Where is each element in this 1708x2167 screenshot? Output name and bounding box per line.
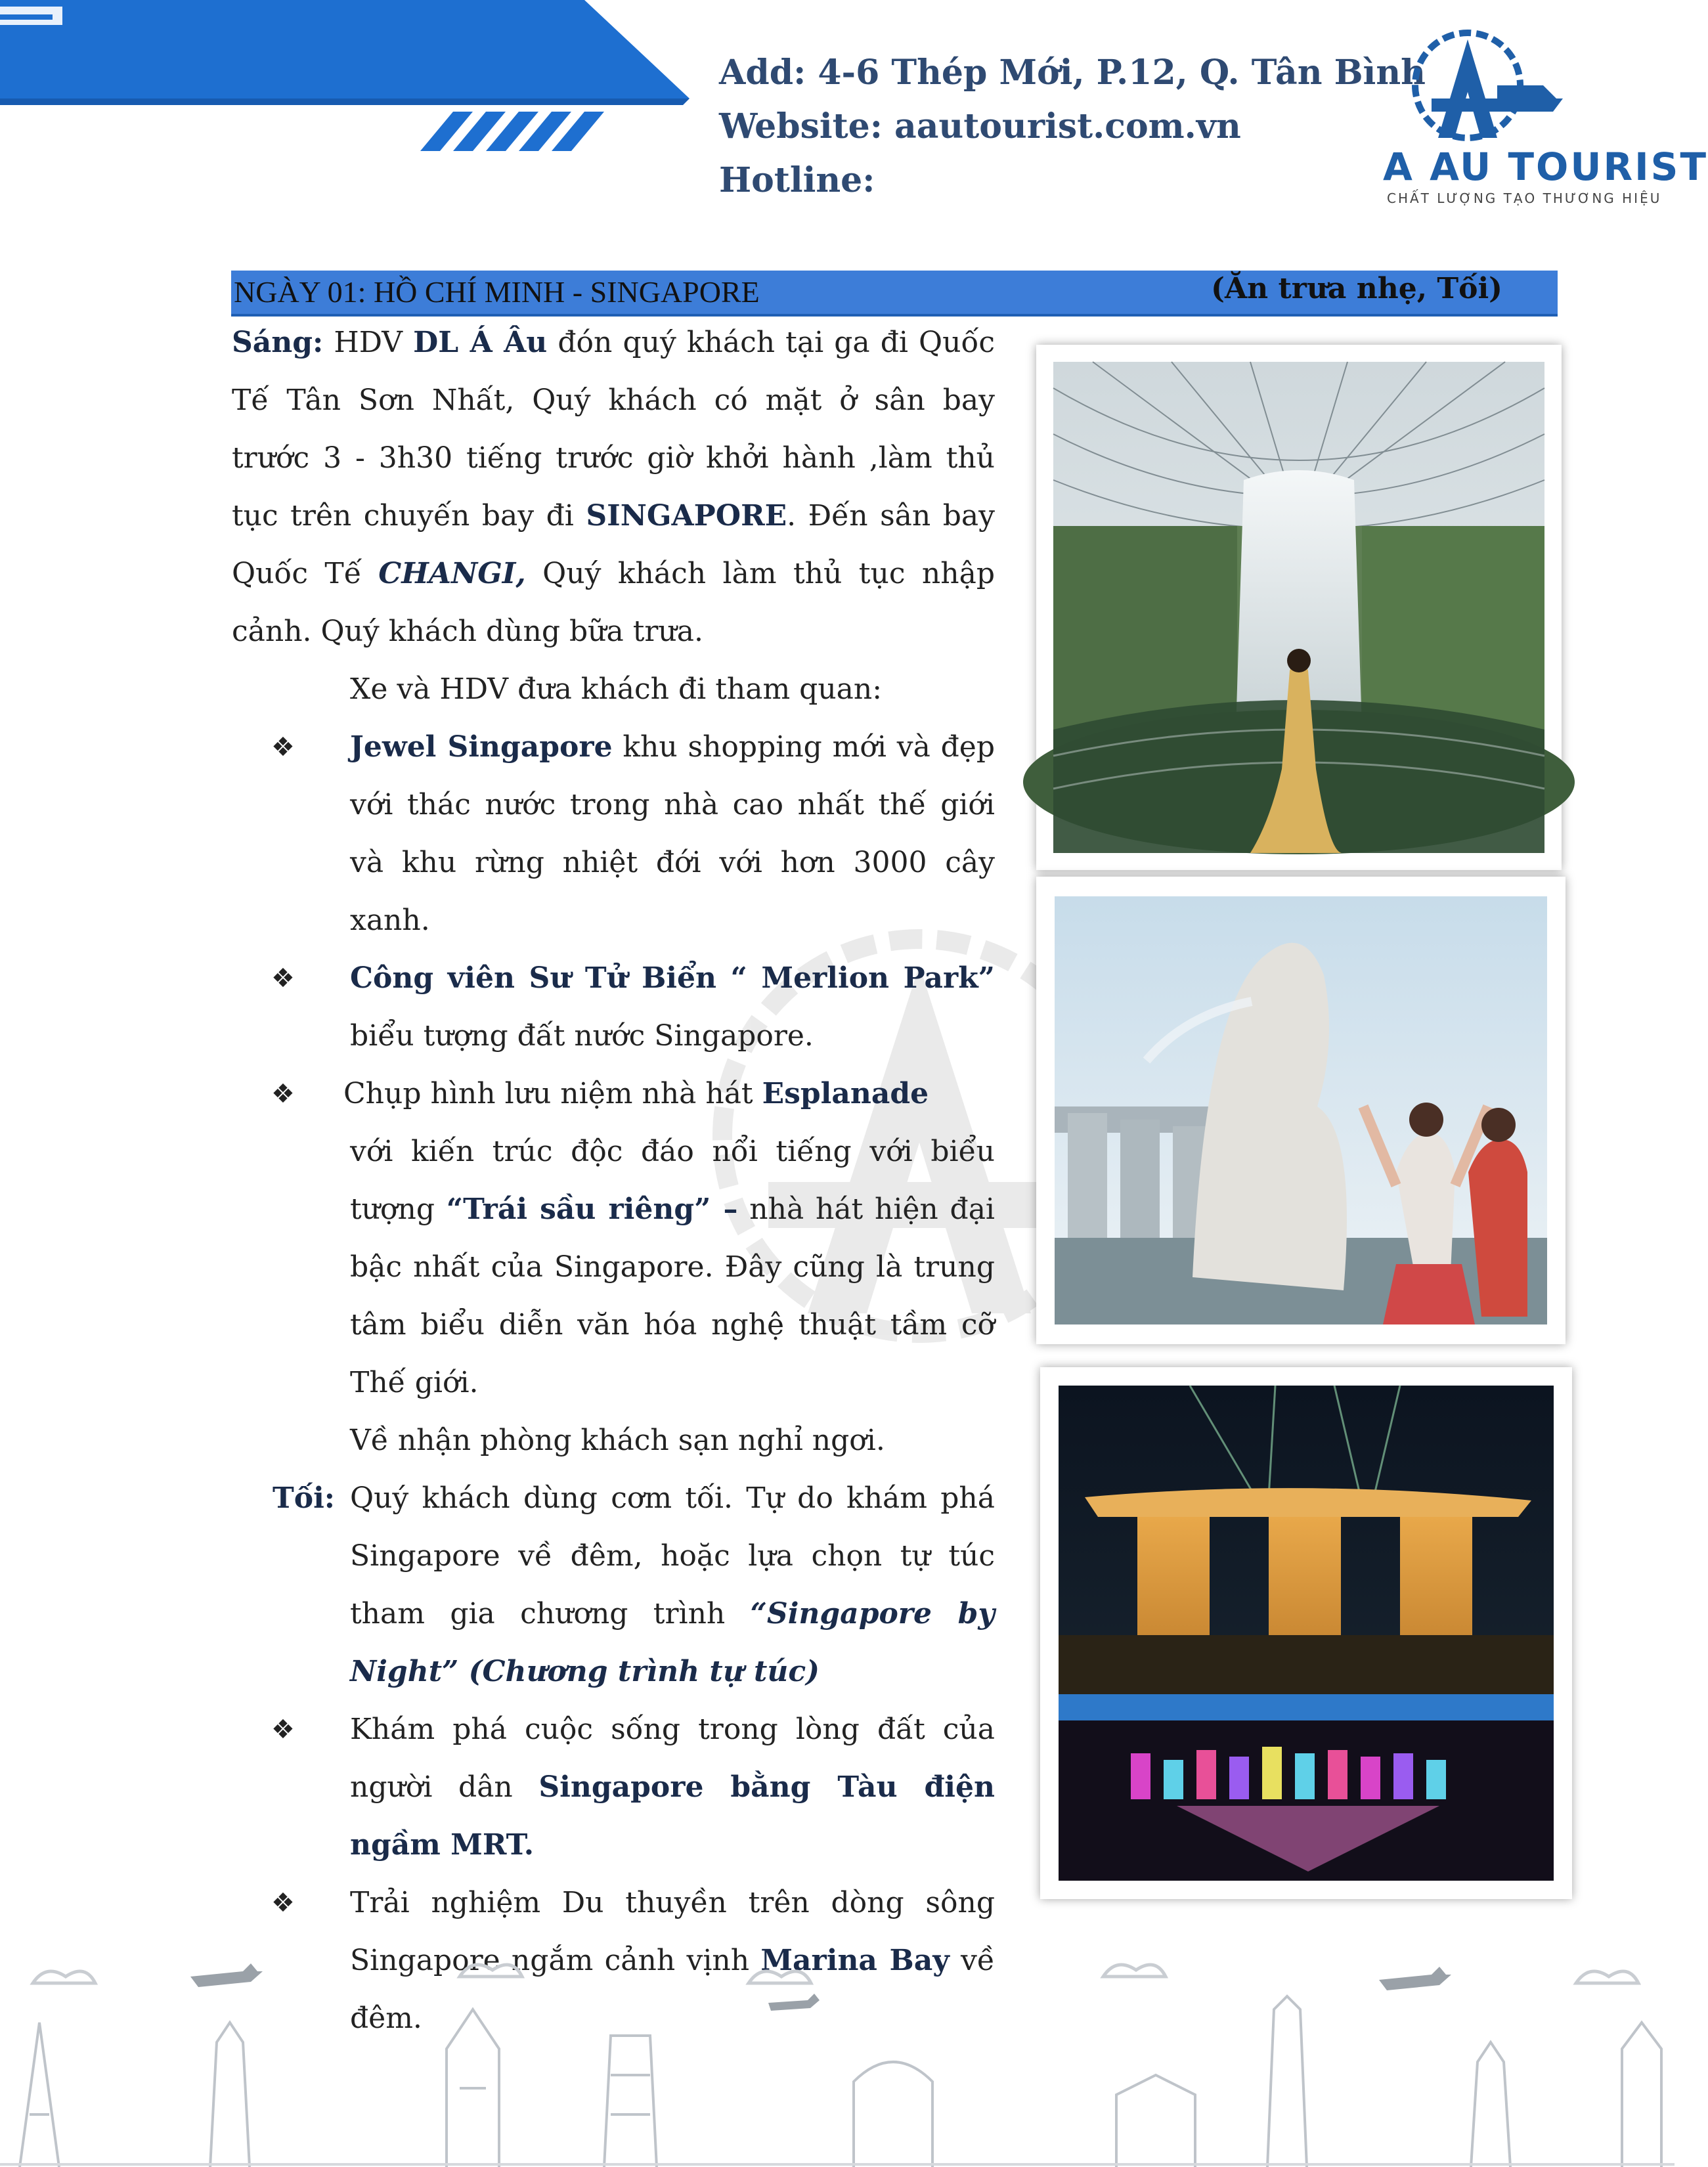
bullet-esplanade-bold: Esplanade [762,1077,929,1110]
morning-paragraph [232,314,995,661]
morning-text-3: . Đến sân bay Quốc Tế [232,499,995,590]
logo-tagline: CHẤT LƯỢNG TẠO THƯƠNG HIỆU [1387,190,1662,206]
bullet-diamond-icon: ❖ [271,1888,295,1918]
photo-jewel-waterfall [1036,345,1562,870]
day-title: NGÀY 01: HỒ CHÍ MINH - SINGAPORE [234,275,760,309]
evening-program: “Singapore by Night” (Chương trình tự túc) [350,1597,995,1688]
evening-label: Tối: [273,1481,336,1515]
bullet-mrt-text: Khám phá cuộc sống trong lòng đất của người dân [350,1713,995,1804]
esplanade-text-b: nhà hát hiện đại bậc nhất của Singapore. Đây cũng là trung tâm biểu diễn văn hóa nghệ thuật tầm cỡ Thế giới. [350,1193,996,1399]
bullet-merlion [232,950,995,1065]
bullet-esplanade-pre: Chụp hình lưu niệm nhà hát [343,1077,762,1110]
esplanade-text-a: với kiến trúc độc đáo nổi tiếng với biểu tượng [350,1135,995,1226]
address-line: Add: 4-6 Thép Mới, P.12, Q. Tân Bình [719,53,1426,93]
bullet-merlion-bold: Công viên Sư Tử Biển “ Merlion Park” [350,961,995,995]
morning-label: Sáng: [232,326,324,359]
hotel-note: Về nhận phòng khách sạn nghỉ ngơi. [350,1424,885,1457]
bullet-esplanade-detail [232,1123,995,1412]
hotline-line: Hotline: [719,160,875,200]
logo-a-icon [1405,26,1569,148]
bullet-jewel-bold: Jewel Singapore [350,730,613,764]
tour-intro: Xe và HDV đưa khách đi tham quan: [350,672,883,706]
evening-paragraph [232,1470,995,1701]
bullet-esplanade [232,1065,995,1123]
company-logo [1379,26,1708,223]
bullet-cruise-bold: Marina Bay [760,1944,950,1977]
morning-text-2: đón quý khách tại ga đi Quốc Tế Tân Sơn Nhất, Quý khách có mặt ở sân bay trước 3 - 3h30 tiếng trước giờ khởi hành ,làm thủ tục trên chuyến bay đi [232,326,996,533]
website-link[interactable]: Website: aautourist.com.vn [719,106,1241,146]
bullet-diamond-icon: ❖ [271,1079,295,1109]
airport-name: CHANGI, [378,557,526,590]
bullet-cruise-after: về đêm. [350,1944,995,2035]
bullet-diamond-icon: ❖ [271,732,295,762]
bullet-mrt-bold: Singapore bằng Tàu điện ngầm MRT. [350,1770,995,1862]
photo-marina-bay-night [1040,1367,1572,1899]
destination-name: SINGAPORE [586,499,787,533]
bullet-mrt [232,1701,995,1874]
morning-text-4: Quý khách làm thủ tục nhập cảnh. Quý khách dùng bữa trưa. [232,557,995,648]
bullet-jewel-text: khu shopping mới và đẹp với thác nước trong nhà cao nhất thế giới và khu rừng nhiệt đới với hơn 3000 cây xanh. [350,730,995,937]
bullet-diamond-icon: ❖ [271,1715,295,1745]
footer-landmarks-illustration [0,1944,1675,2167]
itinerary-text [232,314,995,2047]
bullet-cruise-text: Trải nghiệm Du thuyền trên dòng sông Singapore ngắm cảnh vịnh [350,1886,995,1977]
contact-block [719,46,1426,208]
company-name: DL Á Âu [413,326,548,359]
day-meals: (Ăn trưa nhẹ, Tối) [1211,272,1502,305]
logo-wordmark: A AU TOURIST [1383,144,1708,189]
header-banner [0,0,696,171]
bullet-jewel [232,718,995,950]
esplanade-durian: “Trái sầu riêng” – [446,1193,738,1226]
evening-text: Quý khách dùng cơm tối. Tự do khám phá Singapore về đêm, hoặc lựa chọn tự túc tham gia chương trình [350,1481,995,1631]
photo-merlion-park [1036,877,1566,1344]
bullet-merlion-text: biểu tượng đất nước Singapore. [350,1019,814,1053]
morning-text-1: HDV [323,326,414,359]
bullet-diamond-icon: ❖ [271,963,295,994]
